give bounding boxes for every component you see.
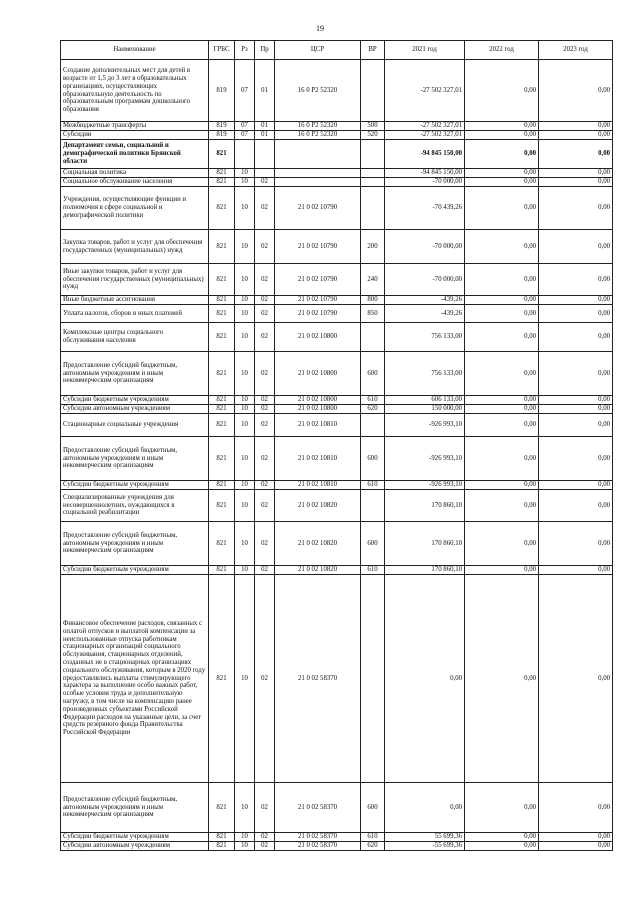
cell-csr: 21 0 02 10820 — [275, 522, 361, 566]
cell-y2021: 0,00 — [385, 575, 465, 783]
cell-y2021: -926 993,10 — [385, 437, 465, 481]
cell-pr: 01 — [255, 60, 275, 122]
cell-rz: 10 — [235, 414, 255, 437]
page-number: 19 — [316, 24, 324, 33]
cell-vr: 500 — [361, 122, 385, 131]
cell-csr — [275, 169, 361, 178]
cell-rz: 10 — [235, 396, 255, 405]
cell-name: Субсидии автономным учреждениям — [61, 405, 209, 414]
cell-rz: 10 — [235, 833, 255, 842]
table-row — [61, 187, 613, 230]
cell-vr: 610 — [361, 481, 385, 490]
cell-csr: 21 0 02 10800 — [275, 352, 361, 396]
cell-grbs: 819 — [209, 122, 235, 131]
cell-csr: 21 0 02 10800 — [275, 396, 361, 405]
cell-y2023: 0,00 — [539, 481, 613, 490]
table-row — [61, 566, 613, 575]
cell-y2022: 0,00 — [465, 833, 539, 842]
cell-pr: 02 — [255, 187, 275, 230]
cell-name: Субсидии бюджетным учреждениям — [61, 481, 209, 490]
cell-pr: 02 — [255, 842, 275, 851]
cell-pr: 02 — [255, 230, 275, 264]
cell-y2021: 55 699,36 — [385, 833, 465, 842]
cell-csr: 21 0 02 10790 — [275, 305, 361, 323]
cell-y2021: -27 502 327,01 — [385, 122, 465, 131]
cell-csr — [275, 140, 361, 169]
table-row — [61, 122, 613, 131]
cell-csr: 16 0 P2 52320 — [275, 122, 361, 131]
cell-rz: 10 — [235, 323, 255, 352]
table-row — [61, 522, 613, 566]
cell-name: Межбюджетные трансферты — [61, 122, 209, 131]
cell-vr: 600 — [361, 352, 385, 396]
cell-pr: 02 — [255, 296, 275, 305]
cell-y2021: -439,26 — [385, 305, 465, 323]
cell-y2023: 0,00 — [539, 405, 613, 414]
cell-name: Стационарные социальные учреждения — [61, 414, 209, 437]
cell-y2023: 0,00 — [539, 122, 613, 131]
table-row — [61, 833, 613, 842]
cell-csr: 21 0 02 10790 — [275, 187, 361, 230]
cell-y2023: 0,00 — [539, 230, 613, 264]
cell-vr — [361, 323, 385, 352]
cell-y2021: -439,26 — [385, 296, 465, 305]
cell-y2023: 0,00 — [539, 575, 613, 783]
cell-rz: 10 — [235, 178, 255, 187]
cell-grbs: 821 — [209, 323, 235, 352]
cell-y2023: 0,00 — [539, 414, 613, 437]
cell-pr: 01 — [255, 131, 275, 140]
table-body — [61, 60, 613, 851]
cell-rz: 10 — [235, 352, 255, 396]
cell-csr: 21 0 02 10810 — [275, 481, 361, 490]
cell-csr — [275, 178, 361, 187]
cell-y2023: 0,00 — [539, 60, 613, 122]
header-2023: 2023 год — [539, 41, 613, 60]
cell-vr: 610 — [361, 566, 385, 575]
cell-name: Департамент семьи, социальной и демографической политики Брянской области — [61, 140, 209, 169]
cell-y2023: 0,00 — [539, 140, 613, 169]
cell-y2021: -70 439,26 — [385, 187, 465, 230]
cell-vr: 600 — [361, 522, 385, 566]
cell-rz: 10 — [235, 575, 255, 783]
cell-csr: 16 0 P2 52320 — [275, 131, 361, 140]
cell-y2021: 756 133,00 — [385, 352, 465, 396]
cell-y2022: 0,00 — [465, 323, 539, 352]
cell-grbs: 821 — [209, 178, 235, 187]
cell-pr — [255, 140, 275, 169]
cell-y2022: 0,00 — [465, 414, 539, 437]
cell-rz — [235, 140, 255, 169]
cell-csr: 21 0 02 58370 — [275, 575, 361, 783]
cell-grbs: 821 — [209, 140, 235, 169]
cell-pr: 02 — [255, 783, 275, 833]
cell-y2021: -94 845 150,00 — [385, 169, 465, 178]
cell-y2023: 0,00 — [539, 264, 613, 296]
cell-vr: 620 — [361, 842, 385, 851]
cell-rz: 10 — [235, 842, 255, 851]
cell-csr: 21 0 02 58370 — [275, 783, 361, 833]
cell-grbs: 821 — [209, 842, 235, 851]
cell-y2022: 0,00 — [465, 178, 539, 187]
cell-grbs: 821 — [209, 566, 235, 575]
cell-vr — [361, 490, 385, 522]
cell-rz: 07 — [235, 60, 255, 122]
cell-vr: 800 — [361, 296, 385, 305]
cell-csr: 21 0 02 10810 — [275, 414, 361, 437]
cell-y2021: 756 133,00 — [385, 323, 465, 352]
header-csr: ЦСР — [275, 41, 361, 60]
cell-y2023: 0,00 — [539, 131, 613, 140]
cell-pr: 02 — [255, 405, 275, 414]
table-row — [61, 178, 613, 187]
cell-rz: 10 — [235, 522, 255, 566]
cell-y2022: 0,00 — [465, 566, 539, 575]
cell-y2022: 0,00 — [465, 122, 539, 131]
cell-y2021: -926 993,10 — [385, 481, 465, 490]
table-row — [61, 490, 613, 522]
cell-grbs: 821 — [209, 230, 235, 264]
cell-name: Предоставление субсидий бюджетным, автономным учреждениям и иным некоммерческим организациям — [61, 522, 209, 566]
cell-y2022: 0,00 — [465, 296, 539, 305]
cell-grbs: 821 — [209, 264, 235, 296]
table-row — [61, 323, 613, 352]
cell-name: Субсидии — [61, 131, 209, 140]
header-2021: 2021 год — [385, 41, 465, 60]
cell-rz: 07 — [235, 131, 255, 140]
cell-y2023: 0,00 — [539, 783, 613, 833]
cell-pr: 02 — [255, 833, 275, 842]
table-row — [61, 352, 613, 396]
cell-name: Иные закупки товаров, работ и услуг для обеспечения государственных (муниципальных) нужд — [61, 264, 209, 296]
cell-rz: 10 — [235, 566, 255, 575]
cell-csr: 21 0 02 58370 — [275, 842, 361, 851]
cell-grbs: 819 — [209, 60, 235, 122]
cell-name: Предоставление субсидий бюджетным, автономным учреждениям и иным некоммерческим организациям — [61, 352, 209, 396]
cell-vr — [361, 60, 385, 122]
cell-y2021: -55 699,36 — [385, 842, 465, 851]
cell-y2022: 0,00 — [465, 352, 539, 396]
cell-y2021: -27 502 327,01 — [385, 60, 465, 122]
header-2022: 2022 год — [465, 41, 539, 60]
cell-y2023: 0,00 — [539, 437, 613, 481]
table-header-row — [61, 41, 613, 60]
cell-pr: 01 — [255, 122, 275, 131]
cell-vr — [361, 187, 385, 230]
cell-pr: 02 — [255, 178, 275, 187]
cell-rz: 10 — [235, 169, 255, 178]
cell-grbs: 821 — [209, 169, 235, 178]
cell-pr: 02 — [255, 305, 275, 323]
header-rz: Рз — [235, 41, 255, 60]
cell-csr: 21 0 02 58370 — [275, 833, 361, 842]
cell-name: Социальная политика — [61, 169, 209, 178]
cell-rz: 10 — [235, 490, 255, 522]
cell-pr: 02 — [255, 396, 275, 405]
cell-vr — [361, 178, 385, 187]
cell-y2022: 0,00 — [465, 481, 539, 490]
cell-name: Финансовое обеспечение расходов, связанных с оплатой отпусков и выплатой компенсации за неиспользованные отпуска работникам стационарных организаций социального обслуживания, стационарных отделений, созданных не в стационарных организациях социального обслуживания, которым в 2020 году предоставлялись выплаты стимулирующего характера за выполнение особо важных работ, особые условия труда и дополнительную нагрузку, в том числе на компенсацию ранее произведенных субъектами Российской Федерации расходов на указанные цели, за счет средств резервного фонда Правительства Российской Федерации — [61, 575, 209, 783]
cell-pr — [255, 169, 275, 178]
cell-pr: 02 — [255, 566, 275, 575]
cell-rz: 10 — [235, 305, 255, 323]
cell-y2023: 0,00 — [539, 833, 613, 842]
cell-grbs: 821 — [209, 783, 235, 833]
table-row — [61, 60, 613, 122]
cell-csr: 21 0 02 10800 — [275, 323, 361, 352]
cell-grbs: 821 — [209, 352, 235, 396]
cell-y2021: 606 133,00 — [385, 396, 465, 405]
table-row — [61, 783, 613, 833]
table-row — [61, 131, 613, 140]
cell-y2021: 0,00 — [385, 783, 465, 833]
cell-grbs: 821 — [209, 437, 235, 481]
cell-y2023: 0,00 — [539, 396, 613, 405]
cell-y2021: 150 000,00 — [385, 405, 465, 414]
cell-y2022: 0,00 — [465, 169, 539, 178]
cell-csr: 21 0 02 10790 — [275, 264, 361, 296]
header-name: Наименование — [61, 41, 209, 60]
cell-name: Социальное обслуживание населения — [61, 178, 209, 187]
cell-vr: 610 — [361, 833, 385, 842]
cell-vr — [361, 169, 385, 178]
cell-y2021: 170 860,10 — [385, 490, 465, 522]
cell-name: Закупка товаров, работ и услуг для обеспечения государственных (муниципальных) нужд — [61, 230, 209, 264]
table-row — [61, 414, 613, 437]
cell-y2022: 0,00 — [465, 230, 539, 264]
cell-pr: 02 — [255, 264, 275, 296]
cell-y2022: 0,00 — [465, 140, 539, 169]
cell-y2021: -70 000,00 — [385, 178, 465, 187]
cell-grbs: 821 — [209, 305, 235, 323]
cell-grbs: 821 — [209, 414, 235, 437]
cell-y2021: -27 502 327,01 — [385, 131, 465, 140]
table-row — [61, 296, 613, 305]
table-row — [61, 396, 613, 405]
cell-y2022: 0,00 — [465, 187, 539, 230]
cell-rz: 10 — [235, 296, 255, 305]
cell-pr: 02 — [255, 575, 275, 783]
cell-vr: 240 — [361, 264, 385, 296]
table-row — [61, 575, 613, 783]
cell-csr: 21 0 02 10820 — [275, 490, 361, 522]
cell-y2022: 0,00 — [465, 305, 539, 323]
cell-vr — [361, 140, 385, 169]
cell-vr: 610 — [361, 396, 385, 405]
cell-grbs: 821 — [209, 522, 235, 566]
cell-rz: 10 — [235, 437, 255, 481]
cell-pr: 02 — [255, 414, 275, 437]
cell-grbs: 821 — [209, 187, 235, 230]
cell-grbs: 821 — [209, 490, 235, 522]
cell-y2022: 0,00 — [465, 264, 539, 296]
cell-rz: 10 — [235, 264, 255, 296]
cell-pr: 02 — [255, 352, 275, 396]
cell-y2022: 0,00 — [465, 405, 539, 414]
cell-y2023: 0,00 — [539, 187, 613, 230]
cell-grbs: 821 — [209, 833, 235, 842]
cell-pr: 02 — [255, 490, 275, 522]
cell-vr: 850 — [361, 305, 385, 323]
cell-grbs: 819 — [209, 131, 235, 140]
table-row — [61, 481, 613, 490]
table-row — [61, 264, 613, 296]
cell-vr: 600 — [361, 437, 385, 481]
cell-csr: 21 0 02 10820 — [275, 566, 361, 575]
cell-y2023: 0,00 — [539, 522, 613, 566]
cell-y2021: -70 000,00 — [385, 230, 465, 264]
cell-rz: 10 — [235, 481, 255, 490]
table-row — [61, 230, 613, 264]
cell-y2021: -70 000,00 — [385, 264, 465, 296]
cell-y2022: 0,00 — [465, 842, 539, 851]
cell-csr: 21 0 02 10790 — [275, 230, 361, 264]
cell-name: Учреждения, осуществляющие функции и полномочия в сфере социальной и демографической политики — [61, 187, 209, 230]
cell-name: Предоставление субсидий бюджетным, автономным учреждениям и иным некоммерческим организациям — [61, 437, 209, 481]
cell-grbs: 821 — [209, 405, 235, 414]
cell-y2021: -926 993,10 — [385, 414, 465, 437]
cell-y2022: 0,00 — [465, 131, 539, 140]
cell-y2023: 0,00 — [539, 323, 613, 352]
cell-y2023: 0,00 — [539, 490, 613, 522]
cell-grbs: 821 — [209, 481, 235, 490]
cell-vr: 520 — [361, 131, 385, 140]
cell-pr: 02 — [255, 522, 275, 566]
table-row — [61, 305, 613, 323]
header-grbs: ГРБС — [209, 41, 235, 60]
cell-name: Иные бюджетные ассигнования — [61, 296, 209, 305]
cell-y2023: 0,00 — [539, 842, 613, 851]
cell-name: Субсидии бюджетным учреждениям — [61, 396, 209, 405]
cell-y2022: 0,00 — [465, 437, 539, 481]
cell-name: Уплата налогов, сборов и иных платежей — [61, 305, 209, 323]
cell-csr: 16 0 P2 52320 — [275, 60, 361, 122]
cell-y2023: 0,00 — [539, 305, 613, 323]
cell-vr: 620 — [361, 405, 385, 414]
table-row — [61, 842, 613, 851]
cell-csr: 21 0 02 10810 — [275, 437, 361, 481]
cell-name: Создание дополнительных мест для детей в возрасте от 1,5 до 3 лет в образовательных организациях, осуществляющих образовательную деятельность по образовательным программам дошкольного образования — [61, 60, 209, 122]
cell-name: Субсидии бюджетным учреждениям — [61, 833, 209, 842]
cell-y2023: 0,00 — [539, 169, 613, 178]
cell-y2021: 170 860,10 — [385, 566, 465, 575]
cell-name: Специализированные учреждения для несовершеннолетних, нуждающихся в социальной реабилитации — [61, 490, 209, 522]
table-row — [61, 437, 613, 481]
table-row — [61, 169, 613, 178]
cell-pr: 02 — [255, 323, 275, 352]
cell-y2022: 0,00 — [465, 783, 539, 833]
cell-rz: 10 — [235, 187, 255, 230]
cell-csr: 21 0 02 10800 — [275, 405, 361, 414]
header-vr: ВР — [361, 41, 385, 60]
cell-vr — [361, 575, 385, 783]
cell-name: Субсидии автономным учреждениям — [61, 842, 209, 851]
table-row — [61, 140, 613, 169]
cell-y2022: 0,00 — [465, 60, 539, 122]
cell-vr: 200 — [361, 230, 385, 264]
cell-grbs: 821 — [209, 296, 235, 305]
cell-name: Субсидии бюджетным учреждениям — [61, 566, 209, 575]
cell-vr: 600 — [361, 783, 385, 833]
cell-y2023: 0,00 — [539, 566, 613, 575]
cell-pr: 02 — [255, 437, 275, 481]
cell-y2022: 0,00 — [465, 396, 539, 405]
cell-grbs: 821 — [209, 575, 235, 783]
cell-y2022: 0,00 — [465, 522, 539, 566]
cell-name: Предоставление субсидий бюджетным, автономным учреждениям и иным некоммерческим организациям — [61, 783, 209, 833]
cell-y2021: -94 845 150,00 — [385, 140, 465, 169]
cell-y2023: 0,00 — [539, 352, 613, 396]
cell-rz: 10 — [235, 230, 255, 264]
header-pr: Пр — [255, 41, 275, 60]
cell-y2023: 0,00 — [539, 178, 613, 187]
cell-y2021: 170 860,10 — [385, 522, 465, 566]
cell-csr: 21 0 02 10790 — [275, 296, 361, 305]
table-row — [61, 405, 613, 414]
cell-rz: 10 — [235, 783, 255, 833]
cell-y2022: 0,00 — [465, 490, 539, 522]
cell-rz: 07 — [235, 122, 255, 131]
cell-pr: 02 — [255, 481, 275, 490]
cell-vr — [361, 414, 385, 437]
cell-y2023: 0,00 — [539, 296, 613, 305]
cell-grbs: 821 — [209, 396, 235, 405]
budget-table — [60, 40, 613, 851]
cell-name: Комплексные центры социального обслуживания населения — [61, 323, 209, 352]
cell-y2022: 0,00 — [465, 575, 539, 783]
cell-rz: 10 — [235, 405, 255, 414]
